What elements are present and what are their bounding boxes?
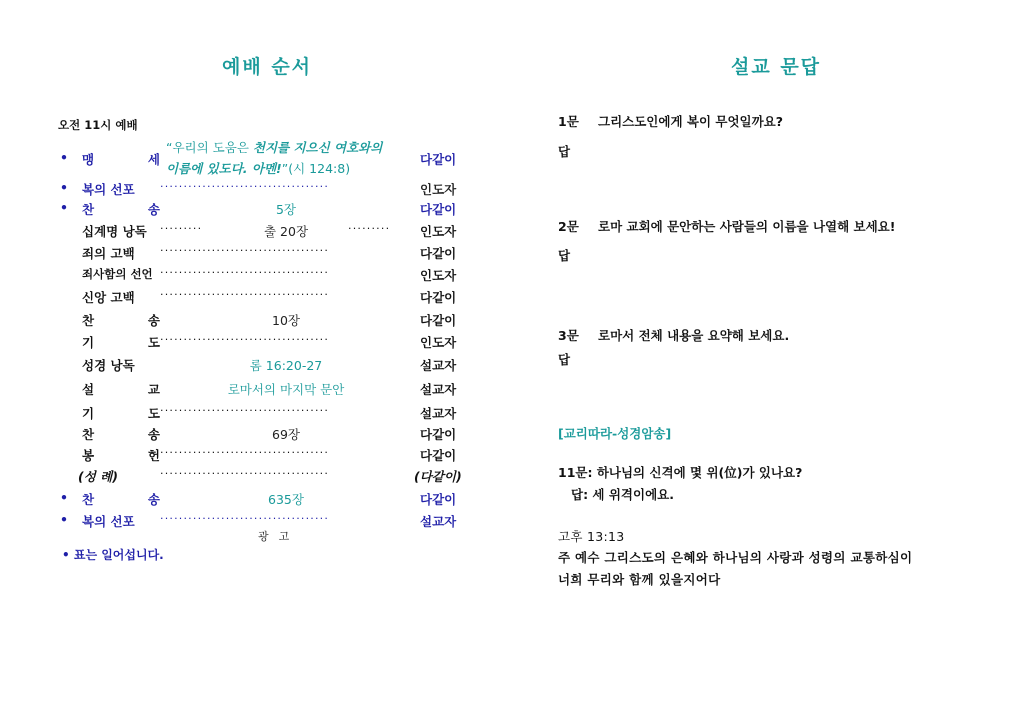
row-leader: 설교자 <box>420 514 457 529</box>
standing-marker: • <box>60 200 68 215</box>
creed-quote: “우리의 도움은 천지를 지으신 여호와의 이름에 있도다. 아멘!”(시 124:8) <box>166 140 383 176</box>
row-label: (성 례) <box>78 469 118 484</box>
order-row-benediction <box>58 510 473 530</box>
dot-leader: ···································· <box>160 333 330 346</box>
hymn-number: 69장 <box>272 427 300 442</box>
dot-leader: ···································· <box>160 467 330 480</box>
question-text: 로마서 전체 내용을 요약해 보세요. <box>598 328 790 343</box>
service-heading: 오전 11시 예배 <box>58 118 138 132</box>
catechism-question: 11문: 하나님의 신격에 몇 위(位)가 있나요? <box>558 465 803 480</box>
verse-reference: 고후 13:13 <box>558 529 625 544</box>
row-leader: 설교자 <box>420 406 457 421</box>
row-leader: (다같이) <box>414 469 462 484</box>
order-row-confession <box>58 242 473 262</box>
standing-marker: • <box>60 512 68 527</box>
question-1 <box>558 112 783 130</box>
order-row-oath <box>58 148 473 168</box>
scripture-reference: 출 20장 <box>263 224 309 239</box>
row-label: 봉 헌 <box>82 448 160 463</box>
dot-leader: ···································· <box>160 404 330 417</box>
row-leader: 설교자 <box>420 358 457 373</box>
standing-marker: • <box>60 180 68 195</box>
row-leader: 다같이 <box>420 152 457 167</box>
row-label: 기 도 <box>82 335 160 350</box>
order-row-hymn-4 <box>58 488 473 508</box>
order-row-hymn-1 <box>58 198 473 218</box>
row-label: 죄사함의 선언 <box>82 267 153 281</box>
row-label: 십계명 낭독 <box>82 224 147 239</box>
order-row-commandments <box>58 220 473 240</box>
question-number: 1문 <box>558 114 579 129</box>
row-label: 찬 송 <box>82 492 160 507</box>
question-text: 로마 교회에 문안하는 사람들의 이름을 나열해 보세요! <box>598 219 896 234</box>
row-leader: 다같이 <box>420 246 457 261</box>
row-leader: 설교자 <box>420 382 457 397</box>
catechism-heading: [교리따라-성경암송] <box>558 426 672 441</box>
row-label: 기 도 <box>82 406 160 421</box>
order-row-hymn-3 <box>58 423 473 443</box>
order-row-hymn-2 <box>58 309 473 329</box>
row-leader: 다같이 <box>420 427 457 442</box>
question-2 <box>558 217 895 235</box>
answer-2-label: 답 <box>558 248 571 263</box>
verse-line-1: 주 예수 그리스도의 은혜와 하나님의 사랑과 성령의 교통하심이 <box>558 550 913 565</box>
answer-1-label: 답 <box>558 144 571 159</box>
row-leader: 다같이 <box>420 448 457 463</box>
hymn-number: 10장 <box>272 313 300 328</box>
row-label: 맹 세 <box>82 152 160 167</box>
order-row-scripture-reading <box>58 354 473 374</box>
answer-3-label: 답 <box>558 352 571 367</box>
order-row-sermon <box>58 378 473 398</box>
order-row-creed <box>58 286 473 306</box>
announcements-label: 광고 <box>258 530 300 543</box>
verse-line-2: 너희 무리와 함께 있을지어다 <box>558 572 721 587</box>
order-row-prayer-2 <box>58 402 473 422</box>
row-label: 찬 송 <box>82 202 160 217</box>
order-row-prayer-1 <box>58 331 473 351</box>
order-row-offering <box>58 444 473 464</box>
order-row-absolution <box>58 264 473 284</box>
question-number: 2문 <box>558 219 579 234</box>
row-leader: 다같이 <box>420 313 457 328</box>
dot-leader: ···································· <box>160 244 330 257</box>
dot-leader: ···································· <box>160 288 330 301</box>
order-of-worship-title: 예배 순서 <box>222 56 313 78</box>
question-number: 3문 <box>558 328 579 343</box>
row-label: 찬 송 <box>82 427 160 442</box>
catechism-answer: 답: 세 위격이에요. <box>571 487 674 502</box>
dot-leader: ···································· <box>160 266 330 279</box>
standing-note: • 표는 일어섭니다. <box>62 548 164 562</box>
dot-leader: ········· <box>348 222 391 235</box>
row-label: 설 교 <box>82 382 160 397</box>
row-label: 찬 송 <box>82 313 160 328</box>
row-leader: 다같이 <box>420 202 457 217</box>
standing-marker: • <box>60 490 68 505</box>
sermon-title: 로마서의 마지막 문안 <box>227 382 345 397</box>
row-label: 신앙 고백 <box>82 290 135 305</box>
question-text: 그리스도인에게 복이 무엇일까요? <box>598 114 784 129</box>
hymn-number: 635장 <box>268 492 304 507</box>
dot-leader: ···································· <box>160 512 330 525</box>
question-3 <box>558 326 789 344</box>
row-label: 성경 낭독 <box>82 358 135 373</box>
dot-leader: ········· <box>160 222 203 235</box>
standing-marker: • <box>60 150 68 165</box>
sermon-qa-title: 설교 문답 <box>731 56 822 78</box>
row-label: 복의 선포 <box>82 514 135 529</box>
row-leader: 인도자 <box>420 224 457 239</box>
order-row-sacrament <box>58 465 473 485</box>
order-row-blessing-declaration <box>58 178 473 198</box>
row-leader: 인도자 <box>420 182 457 197</box>
row-leader: 다같이 <box>420 492 457 507</box>
dot-leader: ···································· <box>160 180 330 193</box>
dot-leader: ···································· <box>160 446 330 459</box>
scripture-reference: 롬 16:20-27 <box>249 358 323 373</box>
row-leader: 인도자 <box>420 335 457 350</box>
row-label: 죄의 고백 <box>82 246 135 261</box>
row-leader: 다같이 <box>420 290 457 305</box>
row-leader: 인도자 <box>420 268 457 283</box>
hymn-number: 5장 <box>275 202 297 217</box>
row-label: 복의 선포 <box>82 182 135 197</box>
